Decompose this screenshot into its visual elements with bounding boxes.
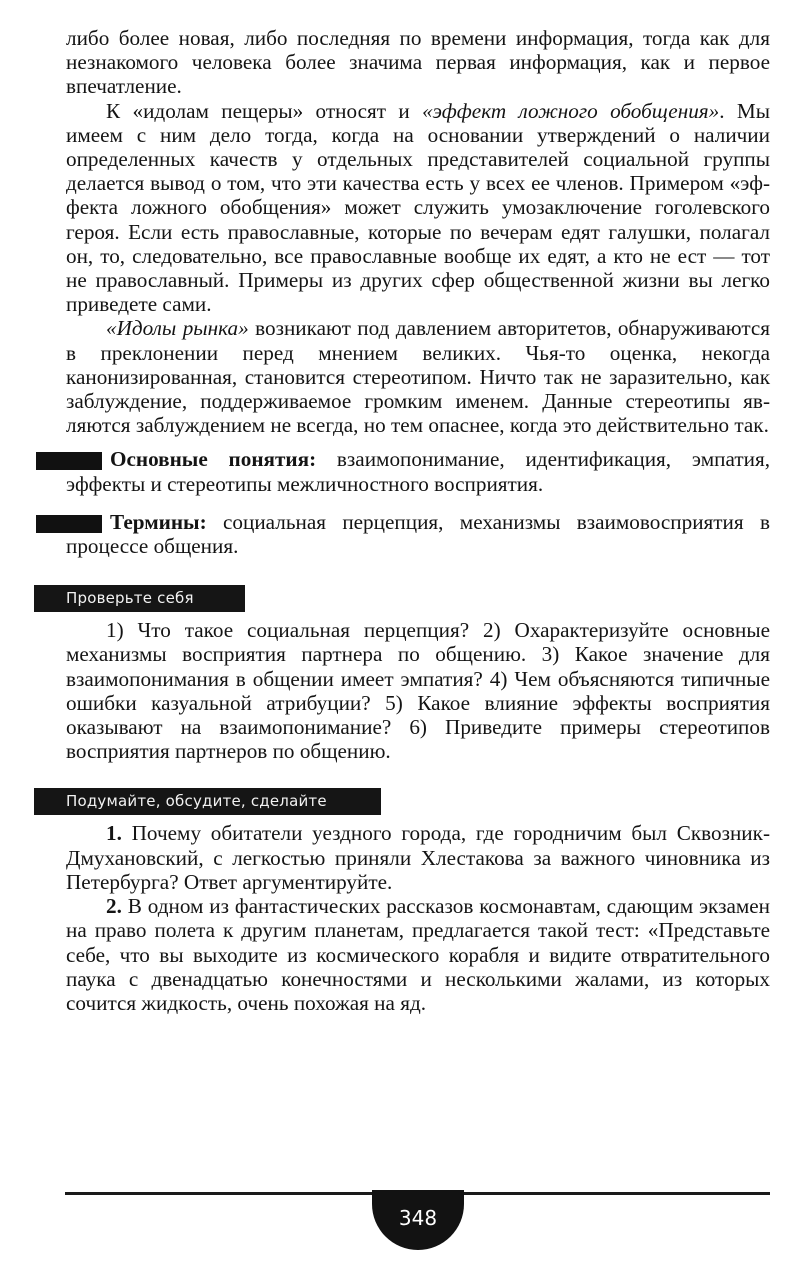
paragraph-2-rest: . Мы имеем с ним дело тогда, когда на основании утверждений о наличии определенных качеств у отдельных представителей социальной группы делается вывод о том, что эти качества есть у всех ее членов. Примером «эффекта ложного обобщения» может служить умозаключение гоголевского героя. Если есть православные, которые по вечерам едят галушки, полагал он, то, следовательно, все православные вообще их едят, а кто не ест — тот не православный. Примеры из других сфер общественной жизни вы легко приведете сами. [66, 98, 770, 317]
check-yourself-heading: Проверьте себя [34, 585, 245, 612]
paragraph-3-italic: «Идолы рынка» [106, 316, 249, 341]
concepts-label: Основные понятия: [110, 447, 317, 472]
paragraph-1: либо более новая, либо последняя по времени информация, тогда как для незнакомого человека более значима первая информация, как и первое впечатление. [66, 26, 770, 99]
paragraph-2-start: К «идолам пещеры» относят и [106, 98, 423, 123]
think-discuss-heading: Подумайте, обсудите, сделайте [34, 788, 381, 815]
item-2-text: В одном из фантастических рассказов космонавтам, сдающим экзамен на право полета к другим планетам, предлагается такой тест: «Представьте себе, что вы выходите из космического корабля и видите отвратительного паука с двенадцатью конечностями и несколькими жалами, из которых сочится жидкость, очень похожая на яд. [66, 894, 770, 1015]
item-1-number: 1. [106, 821, 122, 846]
paragraph-2 [66, 99, 770, 317]
item-2-number: 2. [106, 894, 122, 919]
terms-paragraph [66, 510, 770, 558]
concepts-paragraph [66, 447, 770, 495]
item-1-text: Почему обитатели уездного города, где городничим был Сквозник-Дмухановский, с легкостью приняли Хлестакова за важного чиновника из Петербурга? Ответ аргументируйте. [66, 821, 770, 894]
page-number: 348 [372, 1190, 464, 1250]
paragraph-3-rest: возникают под давлением авторитетов, обнаруживаются в преклонении перед мнением великих. Чья-то оценка, некогда канонизированная, становится стереотипом. Ничто так не заразительно, как заблуждение, поддерживаемое громким именем. Данные стереотипы являются заблуждением не всегда, но тем опаснее, когда это действительно так. [66, 316, 770, 438]
paragraph-3 [66, 316, 770, 437]
terms-text: социальная перцепция, механизмы взаимовосприятия в процессе общения. [66, 509, 770, 559]
terms-marker [36, 515, 102, 533]
concepts-block [66, 447, 770, 495]
terms-label: Термины: [110, 509, 207, 534]
terms-block [66, 510, 770, 558]
concepts-text: взаимопонимание, идентификация, эмпатия, эффекты и стереотипы межличностного восприятия. [66, 447, 771, 496]
think-discuss-item-1 [66, 821, 770, 894]
think-discuss-item-2 [66, 894, 770, 1015]
page-content [66, 26, 770, 1015]
check-yourself-questions: 1) Что такое социальная перцепция? 2) Охарактеризуйте основные механизмы восприятия партнера по общению. 3) Какое значение для взаимопонимания в общении имеет эмпатия? 4) Чем объясняются типичные ошибки казуальной атрибуции? 5) Какое влияние эффекты восприятия оказывают на взаимопонимание? 6) Приведите примеры стереотипов восприятия партнеров по общению. [66, 618, 770, 764]
paragraph-2-italic: «эффект ложного обобщения» [422, 98, 720, 123]
concepts-marker [36, 452, 102, 470]
